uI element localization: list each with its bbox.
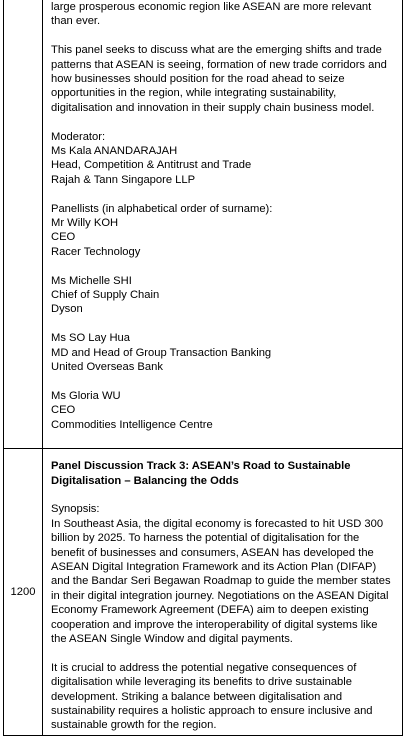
synopsis-label: Synopsis: <box>51 503 100 516</box>
panellist-name: Ms SO Lay Hua <box>51 332 130 345</box>
session-details-cell <box>43 449 403 736</box>
panel-description: This panel seeks to discuss what are the emerging shifts and trade patterns that ASEAN is seeing, formation of new trade corridors and how businesses should position for the road ahead to seize opportunities in the region, while integrating sustainability, digitalisation and innovation in their supply chain business model. <box>51 44 387 114</box>
session-details-cell <box>43 0 403 449</box>
panellist-title: CEO <box>51 404 76 417</box>
panellist-title: MD and Head of Group Transaction Banking <box>51 346 272 359</box>
intro-text: large prosperous economic region like ASEAN are more relevant than ever. <box>51 1 372 28</box>
moderator-label: Moderator: <box>51 130 106 143</box>
synopsis-paragraph: It is crucial to address the potential negative consequences of digitalisation while leveraging its benefits to drive sustainable development. Striking a balance between digitalisation and sustainability requires a holistic approach to ensure inclusive and sustainable growth for the region. <box>51 661 373 732</box>
synopsis-paragraph: In Southeast Asia, the digital economy is forecasted to hit USD 300 billion by 2025. To harness the potential of digitalisation for the benefit of businesses and consumers, ASEAN has developed the ASEAN Digital Integration Framework and its Action Plan (DIFAP) and the Bandar Seri Begawan Roadmap to guide the member states in their digital integration journey. Negotiations on the ASEAN Digital Economy Framework Agreement (DEFA) aim to deepen existing cooperation and improve the interoperability of digital systems like the ASEAN Single Window and digital payments. <box>51 517 391 645</box>
agenda-row-panel-2 <box>4 0 403 449</box>
panellist-name: Ms Gloria WU <box>51 389 121 402</box>
panellist-name: Ms Michelle SHI <box>51 274 132 287</box>
moderator-name: Ms Kala ANANDARAJAH <box>51 145 178 158</box>
panellist-name: Mr Willy KOH <box>51 217 119 230</box>
agenda-row-panel-3 <box>4 449 403 736</box>
panellist-org: United Overseas Bank <box>51 361 163 374</box>
panellist-org: Commodities Intelligence Centre <box>51 418 213 431</box>
panellist-entry <box>51 331 394 374</box>
time-cell: 1200 <box>4 449 43 736</box>
agenda-table <box>3 0 403 736</box>
time-cell <box>4 0 43 449</box>
session-heading: Panel Discussion Track 3: ASEAN’s Road to Sustainable Digitalisation – Balancing the Odds <box>51 460 351 487</box>
panellist-org: Dyson <box>51 303 83 316</box>
panellist-entry <box>51 274 394 317</box>
panellist-entry <box>51 389 394 432</box>
panellist-org: Racer Technology <box>51 245 141 258</box>
moderator-title: Head, Competition & Antitrust and Trade <box>51 159 252 172</box>
moderator-block <box>51 130 394 188</box>
panellist-title: CEO <box>51 231 76 244</box>
panellist-entry <box>51 216 394 259</box>
moderator-org: Rajah & Tann Singapore LLP <box>51 173 196 186</box>
panellist-title: Chief of Supply Chain <box>51 289 160 302</box>
panellists-label: Panellists (in alphabetical order of surname): <box>51 202 273 215</box>
